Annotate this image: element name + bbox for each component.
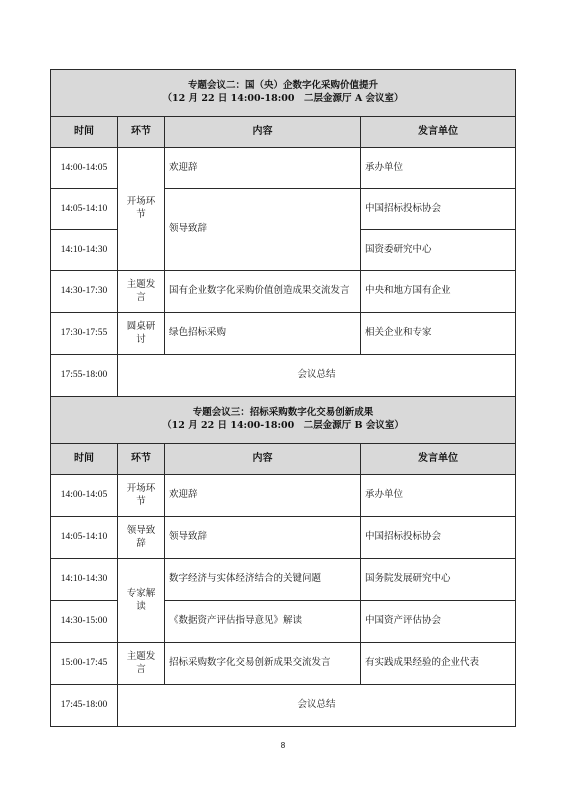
time-cell: 17:55-18:00	[51, 355, 118, 397]
table-row	[51, 517, 516, 559]
phase-cell: 专家解读	[118, 559, 165, 643]
time-cell: 14:05-14:10	[51, 189, 118, 230]
content-cell: 招标采购数字化交易创新成果交流发言	[165, 643, 361, 685]
speaker-cell: 中国招标投标协会	[361, 517, 516, 559]
header-time: 时间	[51, 117, 118, 148]
header-content: 内容	[165, 117, 361, 148]
summary-cell: 会议总结	[118, 685, 516, 727]
content-cell: 欢迎辞	[165, 148, 361, 189]
session2-title-cell	[51, 70, 516, 117]
content-cell: 领导致辞	[165, 189, 361, 271]
content-cell: 绿色招标采购	[165, 313, 361, 355]
phase-cell: 主题发言	[118, 643, 165, 685]
time-cell: 17:45-18:00	[51, 685, 118, 727]
time-cell: 14:00-14:05	[51, 148, 118, 189]
content-cell: 欢迎辞	[165, 475, 361, 517]
table-row	[51, 148, 516, 189]
content-cell: 国有企业数字化采购价值创造成果交流发言	[165, 271, 361, 313]
speaker-cell: 承办单位	[361, 148, 516, 189]
header-time: 时间	[51, 444, 118, 475]
session2-header-row	[51, 117, 516, 148]
session3-subtitle: （12 月 22 日 14:00-18:00 二层金源厅 B 会议室）	[162, 420, 404, 431]
session3-header-row	[51, 444, 516, 475]
header-speaker: 发言单位	[361, 117, 516, 148]
table-row	[51, 475, 516, 517]
summary-cell: 会议总结	[118, 355, 516, 397]
header-content: 内容	[165, 444, 361, 475]
speaker-cell: 中国招标投标协会	[361, 189, 516, 230]
speaker-cell: 中国资产评估协会	[361, 601, 516, 643]
header-speaker: 发言单位	[361, 444, 516, 475]
agenda-table	[50, 69, 516, 727]
table-row	[51, 313, 516, 355]
session3-title: 专题会议三：招标采购数字化交易创新成果	[192, 407, 374, 419]
session3-title-cell	[51, 397, 516, 444]
time-cell: 14:00-14:05	[51, 475, 118, 517]
phase-cell: 领导致辞	[118, 517, 165, 559]
speaker-cell: 中央和地方国有企业	[361, 271, 516, 313]
content-cell: 领导致辞	[165, 517, 361, 559]
speaker-cell: 相关企业和专家	[361, 313, 516, 355]
time-cell: 14:30-17:30	[51, 271, 118, 313]
table-row	[51, 559, 516, 601]
speaker-cell: 国资委研究中心	[361, 230, 516, 271]
time-cell: 15:00-17:45	[51, 643, 118, 685]
speaker-cell: 有实践成果经验的企业代表	[361, 643, 516, 685]
content-cell: 《数据资产评估指导意见》解读	[165, 601, 361, 643]
table-row	[51, 685, 516, 727]
speaker-cell: 承办单位	[361, 475, 516, 517]
time-cell: 14:10-14:30	[51, 559, 118, 601]
time-cell: 14:30-15:00	[51, 601, 118, 643]
time-cell: 17:30-17:55	[51, 313, 118, 355]
table-row	[51, 271, 516, 313]
page-number: 8	[280, 741, 286, 750]
table-row	[51, 355, 516, 397]
session2-title: 专题会议二：国（央）企数字化采购价值提升	[187, 80, 378, 92]
header-phase: 环节	[118, 117, 165, 148]
time-cell: 14:05-14:10	[51, 517, 118, 559]
session2-subtitle: （12 月 22 日 14:00-18:00 二层金源厅 A 会议室）	[162, 93, 404, 104]
table-row	[51, 643, 516, 685]
content-cell: 数字经济与实体经济结合的关键问题	[165, 559, 361, 601]
phase-cell: 主题发言	[118, 271, 165, 313]
session3-title-row	[51, 397, 516, 444]
phase-cell: 圆桌研讨	[118, 313, 165, 355]
time-cell: 14:10-14:30	[51, 230, 118, 271]
phase-cell: 开场环节	[118, 148, 165, 271]
speaker-cell: 国务院发展研究中心	[361, 559, 516, 601]
phase-cell: 开场环节	[118, 475, 165, 517]
header-phase: 环节	[118, 444, 165, 475]
session2-title-row	[51, 70, 516, 117]
